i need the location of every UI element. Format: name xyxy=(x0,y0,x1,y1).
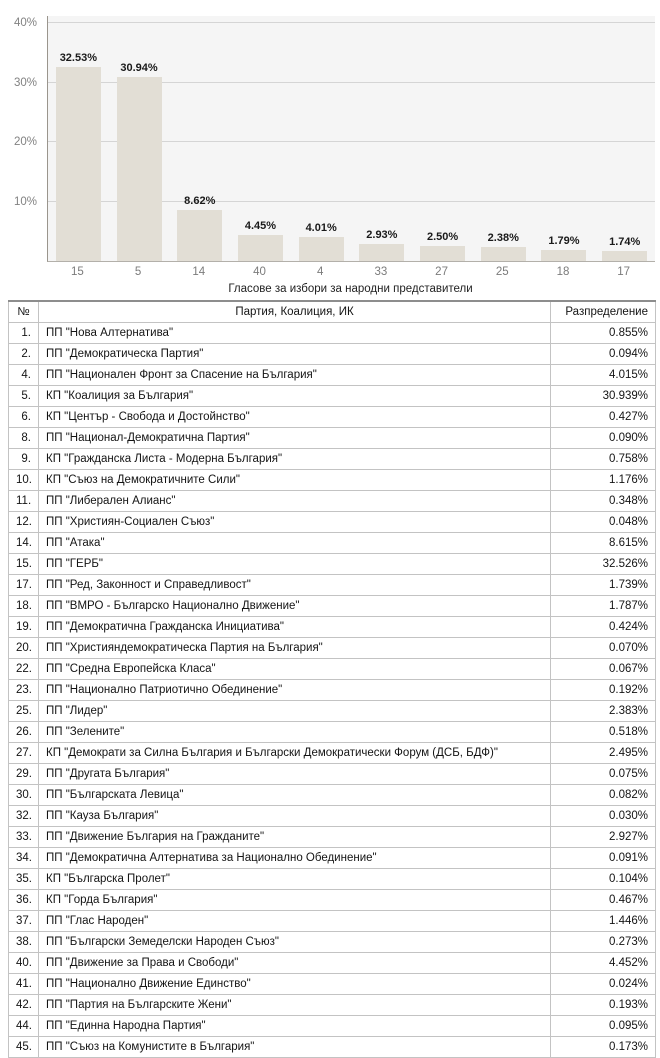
y-axis xyxy=(0,16,41,261)
bar xyxy=(299,237,344,261)
party-name-cell: ПП "Единна Народна Партия" xyxy=(39,1016,551,1037)
row-number-cell: 11. xyxy=(9,491,39,512)
bar-value-label: 32.53% xyxy=(59,52,97,65)
bar-group xyxy=(473,16,534,261)
row-number-cell: 9. xyxy=(9,449,39,470)
bar-value-label: 4.45% xyxy=(244,219,277,232)
bar-group xyxy=(412,16,473,261)
party-name-cell: ПП "Национално Патриотично Обединение" xyxy=(39,680,551,701)
table-row xyxy=(9,764,656,785)
party-name-cell: ПП "Либерален Алианс" xyxy=(39,491,551,512)
party-name-cell: ПП "Национално Движение Единство" xyxy=(39,974,551,995)
table-row xyxy=(9,869,656,890)
x-tick-label: 25 xyxy=(495,266,509,278)
x-axis-title: Гласове за избори за народни представители xyxy=(228,283,473,295)
party-name-cell: ПП "Кауза България" xyxy=(39,806,551,827)
share-value-cell: 0.091% xyxy=(551,848,656,869)
bar-group xyxy=(352,16,413,261)
party-name-cell: ПП "Глас Народен" xyxy=(39,911,551,932)
table-row xyxy=(9,743,656,764)
table-row xyxy=(9,701,656,722)
share-value-cell: 0.173% xyxy=(551,1037,656,1058)
row-number-cell: 12. xyxy=(9,512,39,533)
party-name-cell: ПП "ГЕРБ" xyxy=(39,554,551,575)
table-row xyxy=(9,470,656,491)
share-value-cell: 0.427% xyxy=(551,407,656,428)
bar xyxy=(117,77,162,261)
bar-value-label: 2.38% xyxy=(487,231,519,244)
y-tick-label: 30% xyxy=(13,76,37,89)
party-name-cell: ПП "Национал-Демократична Партия" xyxy=(39,428,551,449)
bar-value-label: 8.62% xyxy=(184,194,216,207)
share-value-cell: 0.424% xyxy=(551,617,656,638)
table-row xyxy=(9,680,656,701)
bar xyxy=(359,244,404,261)
share-value-cell: 1.176% xyxy=(551,470,656,491)
party-name-cell: КП "Гражданска Листа - Модерна България" xyxy=(39,449,551,470)
x-tick-label: 4 xyxy=(316,266,324,278)
party-name-cell: ПП "Българската Левица" xyxy=(39,785,551,806)
party-name-cell: ПП "Ред, Законност и Справедливост" xyxy=(39,575,551,596)
row-number-cell: 17. xyxy=(9,575,39,596)
table-row xyxy=(9,911,656,932)
party-name-cell: ПП "Атака" xyxy=(39,533,551,554)
bar-chart xyxy=(0,0,660,298)
party-name-cell: КП "Съюз на Демократичните Сили" xyxy=(39,470,551,491)
table-row xyxy=(9,491,656,512)
bar-value-label: 2.93% xyxy=(366,228,398,241)
table-row xyxy=(9,365,656,386)
plot-area xyxy=(47,16,655,262)
share-value-cell: 0.090% xyxy=(551,428,656,449)
party-name-cell: ПП "Движение България на Гражданите" xyxy=(39,827,551,848)
share-value-cell: 0.273% xyxy=(551,932,656,953)
party-name-cell: ПП "Партия на Българските Жени" xyxy=(39,995,551,1016)
share-value-cell: 2.927% xyxy=(551,827,656,848)
header-number: № xyxy=(9,301,39,323)
bar-value-label: 1.74% xyxy=(609,235,641,248)
row-number-cell: 42. xyxy=(9,995,39,1016)
row-number-cell: 36. xyxy=(9,890,39,911)
share-value-cell: 2.495% xyxy=(551,743,656,764)
table-row xyxy=(9,806,656,827)
bar-value-label: 4.01% xyxy=(305,222,337,235)
bar xyxy=(238,235,283,261)
row-number-cell: 35. xyxy=(9,869,39,890)
share-value-cell: 2.383% xyxy=(551,701,656,722)
row-number-cell: 10. xyxy=(9,470,39,491)
table-row xyxy=(9,827,656,848)
table-row xyxy=(9,554,656,575)
party-name-cell: ПП "Демократична Алтернатива за Национално Обединение" xyxy=(39,848,551,869)
x-tick-label: 18 xyxy=(556,266,570,278)
party-name-cell: ПП "Движение за Права и Свободи" xyxy=(39,953,551,974)
share-value-cell: 1.739% xyxy=(551,575,656,596)
bar-group xyxy=(48,16,109,261)
y-tick-label: 10% xyxy=(13,195,37,208)
x-tick-label: 40 xyxy=(253,266,266,278)
share-value-cell: 4.452% xyxy=(551,953,656,974)
row-number-cell: 38. xyxy=(9,932,39,953)
share-value-cell: 8.615% xyxy=(551,533,656,554)
row-number-cell: 1. xyxy=(9,323,39,344)
row-number-cell: 8. xyxy=(9,428,39,449)
party-name-cell: ПП "ВМРО - Българско Национално Движение" xyxy=(39,596,551,617)
table-row xyxy=(9,428,656,449)
row-number-cell: 22. xyxy=(9,659,39,680)
table-row xyxy=(9,659,656,680)
share-value-cell: 0.048% xyxy=(551,512,656,533)
party-name-cell: ПП "Средна Европейска Класа" xyxy=(39,659,551,680)
x-axis-labels xyxy=(47,266,654,278)
x-tick-label: 33 xyxy=(374,266,388,278)
bar xyxy=(56,67,101,261)
table-row xyxy=(9,722,656,743)
share-value-cell: 1.446% xyxy=(551,911,656,932)
bar-group xyxy=(291,16,352,261)
row-number-cell: 32. xyxy=(9,806,39,827)
y-tick-label: 20% xyxy=(13,136,37,148)
table-body xyxy=(9,323,656,1058)
row-number-cell: 27. xyxy=(9,743,39,764)
table-row xyxy=(9,890,656,911)
party-name-cell: КП "Демократи за Силна България и Български Демократически Форум (ДСБ, БДФ)" xyxy=(39,743,551,764)
bar-group xyxy=(534,16,595,261)
share-value-cell: 0.518% xyxy=(551,722,656,743)
header-share: Разпределение xyxy=(551,301,656,323)
x-tick-label: 15 xyxy=(70,266,84,278)
share-value-cell: 32.526% xyxy=(551,554,656,575)
party-name-cell: ПП "Зелените" xyxy=(39,722,551,743)
share-value-cell: 0.095% xyxy=(551,1016,656,1037)
table-row xyxy=(9,785,656,806)
party-name-cell: ПП "Нова Алтернатива" xyxy=(39,323,551,344)
party-name-cell: ПП "Лидер" xyxy=(39,701,551,722)
party-name-cell: КП "Горда България" xyxy=(39,890,551,911)
bar-group xyxy=(594,16,655,261)
table-row xyxy=(9,407,656,428)
party-name-cell: ПП "Съюз на Комунистите в България" xyxy=(39,1037,551,1058)
share-value-cell: 0.024% xyxy=(551,974,656,995)
table-row xyxy=(9,617,656,638)
bar xyxy=(177,210,222,261)
row-number-cell: 45. xyxy=(9,1037,39,1058)
share-value-cell: 0.193% xyxy=(551,995,656,1016)
bar-value-label: 30.94% xyxy=(120,61,158,74)
party-name-cell: ПП "Християндемократическа Партия на България" xyxy=(39,638,551,659)
table-row xyxy=(9,995,656,1016)
party-name-cell: КП "Българска Пролет" xyxy=(39,869,551,890)
bar-group xyxy=(109,16,170,261)
share-value-cell: 4.015% xyxy=(551,365,656,386)
row-number-cell: 6. xyxy=(9,407,39,428)
row-number-cell: 26. xyxy=(9,722,39,743)
row-number-cell: 34. xyxy=(9,848,39,869)
party-name-cell: КП "Център - Свобода и Достойнство" xyxy=(39,407,551,428)
results-table xyxy=(8,300,656,1058)
row-number-cell: 44. xyxy=(9,1016,39,1037)
y-tick-label: 40% xyxy=(13,17,37,29)
row-number-cell: 40. xyxy=(9,953,39,974)
row-number-cell: 5. xyxy=(9,386,39,407)
share-value-cell: 0.075% xyxy=(551,764,656,785)
bar xyxy=(481,247,526,261)
row-number-cell: 20. xyxy=(9,638,39,659)
header-party: Партия, Коалиция, ИК xyxy=(39,301,551,323)
party-name-cell: ПП "Демократична Гражданска Инициатива" xyxy=(39,617,551,638)
bar-group xyxy=(169,16,230,261)
x-tick-label: 14 xyxy=(192,266,206,278)
party-name-cell: ПП "Християн-Социален Съюз" xyxy=(39,512,551,533)
table-row xyxy=(9,386,656,407)
table-row xyxy=(9,974,656,995)
row-number-cell: 18. xyxy=(9,596,39,617)
share-value-cell: 0.855% xyxy=(551,323,656,344)
row-number-cell: 33. xyxy=(9,827,39,848)
table-header-row xyxy=(9,301,656,323)
bar xyxy=(420,246,465,261)
bar-group xyxy=(230,16,291,261)
share-value-cell: 0.192% xyxy=(551,680,656,701)
share-value-cell: 0.070% xyxy=(551,638,656,659)
row-number-cell: 37. xyxy=(9,911,39,932)
x-tick-label: 17 xyxy=(617,266,631,278)
table-row xyxy=(9,533,656,554)
share-value-cell: 0.758% xyxy=(551,449,656,470)
bars-row xyxy=(48,16,655,261)
bar-value-label: 2.50% xyxy=(426,231,459,244)
row-number-cell: 14. xyxy=(9,533,39,554)
row-number-cell: 29. xyxy=(9,764,39,785)
row-number-cell: 25. xyxy=(9,701,39,722)
share-value-cell: 0.030% xyxy=(551,806,656,827)
share-value-cell: 0.348% xyxy=(551,491,656,512)
table-row xyxy=(9,344,656,365)
row-number-cell: 2. xyxy=(9,344,39,365)
table-row xyxy=(9,1016,656,1037)
table-row xyxy=(9,1037,656,1058)
row-number-cell: 15. xyxy=(9,554,39,575)
party-name-cell: ПП "Другата България" xyxy=(39,764,551,785)
bar-value-label: 1.79% xyxy=(548,235,580,248)
table-row xyxy=(9,449,656,470)
share-value-cell: 1.787% xyxy=(551,596,656,617)
share-value-cell: 30.939% xyxy=(551,386,656,407)
row-number-cell: 19. xyxy=(9,617,39,638)
share-value-cell: 0.467% xyxy=(551,890,656,911)
row-number-cell: 4. xyxy=(9,365,39,386)
party-name-cell: ПП "Български Земеделски Народен Съюз" xyxy=(39,932,551,953)
table-row xyxy=(9,848,656,869)
table-row xyxy=(9,953,656,974)
row-number-cell: 23. xyxy=(9,680,39,701)
table-row xyxy=(9,932,656,953)
party-name-cell: КП "Коалиция за България" xyxy=(39,386,551,407)
row-number-cell: 30. xyxy=(9,785,39,806)
party-name-cell: ПП "Демократическа Партия" xyxy=(39,344,551,365)
table-row xyxy=(9,638,656,659)
bar xyxy=(602,251,647,261)
share-value-cell: 0.067% xyxy=(551,659,656,680)
x-tick-label: 27 xyxy=(435,266,448,278)
share-value-cell: 0.104% xyxy=(551,869,656,890)
party-name-cell: ПП "Национален Фронт за Спасение на България" xyxy=(39,365,551,386)
share-value-cell: 0.094% xyxy=(551,344,656,365)
table-row xyxy=(9,323,656,344)
x-tick-label: 5 xyxy=(134,266,142,278)
row-number-cell: 41. xyxy=(9,974,39,995)
share-value-cell: 0.082% xyxy=(551,785,656,806)
bar xyxy=(541,250,586,261)
table-row xyxy=(9,512,656,533)
table-row xyxy=(9,596,656,617)
table-row xyxy=(9,575,656,596)
